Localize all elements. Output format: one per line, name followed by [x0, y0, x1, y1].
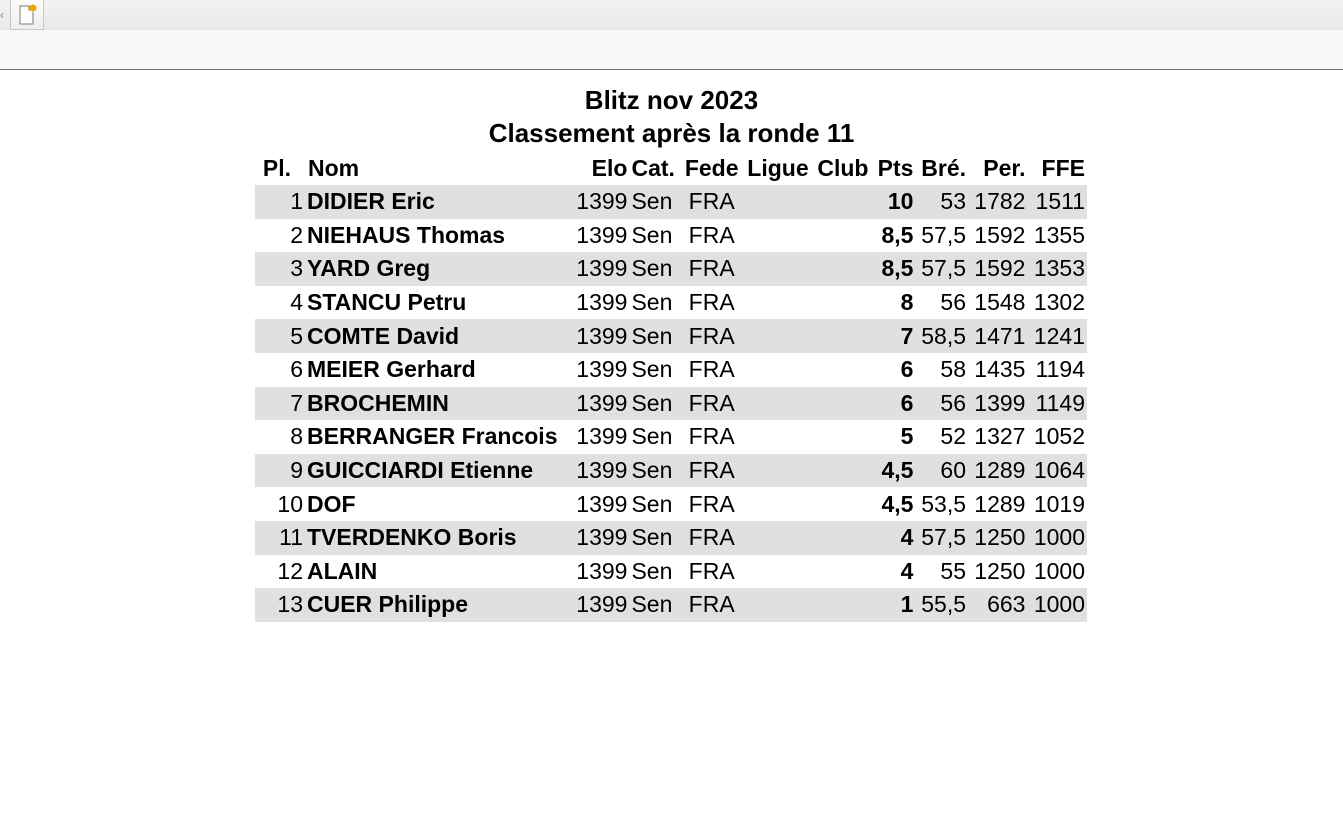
cell-fede: FRA: [688, 221, 735, 248]
new-document-icon: [18, 4, 38, 26]
cell-pts: 8: [900, 289, 914, 316]
cell-elo: 1399: [570, 252, 629, 286]
cell-ffe: 1149: [1027, 387, 1087, 421]
browser-tab-bar: [0, 0, 1343, 30]
cell-bre: 55,5: [915, 588, 968, 622]
cell-bre: 60: [915, 454, 968, 488]
cell-fede: FRA: [681, 387, 743, 421]
cell-nom: DOF: [307, 490, 356, 517]
cell-pl: 7: [255, 387, 305, 421]
browser-tab[interactable]: [10, 0, 44, 30]
cell-pl: 11: [255, 521, 305, 555]
cell-per: 1289: [968, 454, 1027, 488]
cell-ffe: 1052: [1033, 423, 1085, 450]
cell-club: [813, 319, 872, 353]
cell-pl: 10: [277, 490, 303, 517]
cell-bre: 55: [940, 557, 967, 584]
cell-bre: 52: [940, 423, 967, 450]
cell-cat: Sen: [631, 423, 673, 450]
cell-fede: FRA: [681, 454, 743, 488]
cell-ligue: [743, 286, 813, 320]
cell-ligue: [743, 219, 813, 253]
cell-per: 1592: [968, 252, 1027, 286]
cell-per: 1782: [968, 185, 1027, 219]
cell-pts: 4,5: [881, 490, 914, 517]
cell-pl: 13: [255, 588, 305, 622]
cell-elo: 1399: [570, 319, 629, 353]
cell-cat: Sen: [629, 521, 680, 555]
cell-cat: Sen: [629, 588, 680, 622]
cell-club: [813, 185, 872, 219]
cell-ligue: [743, 555, 813, 589]
table-row: [255, 454, 1087, 488]
header-pts: Pts: [877, 155, 914, 181]
cell-ffe: 1000: [1033, 557, 1085, 584]
cell-bre: 57,5: [915, 521, 968, 555]
cell-ffe: 1019: [1033, 490, 1085, 517]
cell-pts: 7: [873, 319, 916, 353]
cell-fede: FRA: [688, 423, 735, 450]
cell-fede: FRA: [681, 521, 743, 555]
cell-club: [813, 219, 872, 253]
cell-ffe: 1000: [1027, 521, 1087, 555]
cell-fede: FRA: [681, 319, 743, 353]
cell-ligue: [743, 387, 813, 421]
table-row: [255, 521, 1087, 555]
cell-fede: FRA: [681, 185, 743, 219]
standings-body: [255, 185, 1087, 622]
cell-pts: 6: [900, 356, 914, 383]
cell-ligue: [743, 252, 813, 286]
cell-per: 1548: [974, 289, 1026, 316]
cell-ligue: [743, 588, 813, 622]
table-row: [255, 319, 1087, 353]
cell-fede: FRA: [681, 588, 743, 622]
cell-per: 1592: [974, 221, 1026, 248]
cell-club: [813, 588, 872, 622]
cell-ffe: 1194: [1035, 356, 1085, 383]
header-nom: Nom: [308, 155, 360, 181]
table-row: [255, 353, 1087, 387]
cell-ligue: [743, 420, 813, 454]
cell-cat: Sen: [629, 185, 680, 219]
cell-club: [813, 521, 872, 555]
table-row: [255, 252, 1087, 286]
cell-nom: CUER Philippe: [305, 588, 570, 622]
cell-ligue: [743, 454, 813, 488]
cell-fede: FRA: [681, 252, 743, 286]
header-club: Club: [817, 155, 869, 181]
cell-pts: 8,5: [873, 252, 916, 286]
cell-per: 1327: [974, 423, 1026, 450]
cell-per: 1250: [974, 557, 1026, 584]
cell-nom: MEIER Gerhard: [307, 356, 476, 383]
table-row: [255, 487, 1087, 521]
cell-cat: Sen: [629, 454, 680, 488]
cell-bre: 56: [940, 289, 967, 316]
cell-per: 663: [968, 588, 1027, 622]
header-bre: Bré.: [921, 155, 967, 181]
cell-ffe: 1064: [1027, 454, 1087, 488]
cell-elo: 1399: [576, 356, 628, 383]
browser-toolbar: [0, 30, 1343, 70]
cell-pts: 4,5: [873, 454, 916, 488]
header-pl: Pl.: [262, 155, 291, 181]
page-content: [0, 70, 1343, 839]
cell-fede: FRA: [688, 557, 735, 584]
cell-nom: TVERDENKO Boris: [305, 521, 570, 555]
cell-pl: 4: [290, 289, 303, 316]
cell-club: [813, 252, 872, 286]
table-row: [255, 286, 1087, 320]
cell-elo: 1399: [570, 588, 629, 622]
cell-elo: 1399: [570, 521, 629, 555]
cell-nom: NIEHAUS Thomas: [307, 221, 506, 248]
cell-pts: 4: [873, 521, 916, 555]
table-row: [255, 387, 1087, 421]
cell-nom: YARD Greg: [305, 252, 570, 286]
header-ffe: FFE: [1041, 155, 1085, 181]
cell-ffe: 1000: [1027, 588, 1087, 622]
cell-cat: Sen: [631, 557, 673, 584]
cell-nom: BERRANGER Francois: [307, 423, 558, 450]
cell-bre: 56: [915, 387, 968, 421]
cell-ligue: [743, 185, 813, 219]
cell-per: 1435: [974, 356, 1026, 383]
cell-cat: Sen: [631, 490, 673, 517]
cell-elo: 1399: [570, 454, 629, 488]
cell-cat: Sen: [631, 356, 673, 383]
cell-pts: 4: [900, 557, 914, 584]
cell-pl: 3: [255, 252, 305, 286]
cell-ffe: 1353: [1027, 252, 1087, 286]
tab-scroll-left-icon[interactable]: ‹: [0, 8, 4, 22]
cell-cat: Sen: [629, 252, 680, 286]
cell-club: [813, 454, 872, 488]
table-row: [255, 588, 1087, 622]
cell-pl: 12: [277, 557, 303, 584]
cell-cat: Sen: [629, 319, 680, 353]
cell-club: [813, 420, 872, 454]
table-row: [255, 219, 1087, 253]
header-per: Per.: [983, 155, 1026, 181]
header-cat: Cat.: [631, 155, 675, 181]
cell-bre: 57,5: [921, 221, 967, 248]
cell-bre: 58,5: [915, 319, 968, 353]
cell-bre: 57,5: [915, 252, 968, 286]
cell-ffe: 1355: [1033, 221, 1085, 248]
cell-pl: 8: [290, 423, 303, 450]
cell-pts: 8,5: [881, 221, 914, 248]
cell-club: [813, 286, 872, 320]
cell-nom: STANCU Petru: [307, 289, 467, 316]
table-row: [255, 420, 1087, 454]
header-ligue: Ligue: [747, 155, 809, 181]
cell-ligue: [743, 487, 813, 521]
cell-elo: 1399: [576, 289, 628, 316]
cell-pts: 10: [873, 185, 916, 219]
cell-club: [813, 487, 872, 521]
cell-per: 1250: [968, 521, 1027, 555]
cell-pl: 9: [255, 454, 305, 488]
cell-elo: 1399: [576, 557, 628, 584]
cell-fede: FRA: [688, 356, 735, 383]
cell-per: 1471: [968, 319, 1027, 353]
cell-nom: BROCHEMIN: [305, 387, 570, 421]
header-elo: Elo: [591, 155, 628, 181]
cell-nom: GUICCIARDI Etienne: [305, 454, 570, 488]
cell-pl: 5: [255, 319, 305, 353]
cell-ligue: [743, 521, 813, 555]
cell-per: 1289: [974, 490, 1026, 517]
cell-nom: DIDIER Eric: [305, 185, 570, 219]
cell-cat: Sen: [631, 289, 673, 316]
cell-club: [813, 353, 872, 387]
cell-pts: 5: [900, 423, 914, 450]
cell-ffe: 1302: [1033, 289, 1085, 316]
cell-ligue: [743, 353, 813, 387]
cell-club: [813, 387, 872, 421]
table-row: [255, 185, 1087, 219]
cell-elo: 1399: [576, 423, 628, 450]
standings-table: [255, 152, 1087, 622]
cell-pts: 1: [873, 588, 916, 622]
cell-club: [813, 555, 872, 589]
cell-fede: FRA: [688, 490, 735, 517]
cell-cat: Sen: [629, 387, 680, 421]
cell-nom: COMTE David: [305, 319, 570, 353]
cell-pts: 6: [873, 387, 916, 421]
cell-ffe: 1241: [1027, 319, 1087, 353]
cell-elo: 1399: [570, 185, 629, 219]
cell-ligue: [743, 319, 813, 353]
cell-bre: 53: [915, 185, 968, 219]
cell-pl: 6: [290, 356, 303, 383]
table-header-row: [255, 152, 1087, 185]
cell-elo: 1399: [576, 221, 628, 248]
cell-pl: 1: [255, 185, 305, 219]
cell-bre: 53,5: [921, 490, 967, 517]
page-title: Blitz nov 2023: [584, 85, 759, 115]
cell-cat: Sen: [631, 221, 673, 248]
cell-elo: 1399: [570, 387, 629, 421]
cell-per: 1399: [968, 387, 1027, 421]
cell-bre: 58: [940, 356, 967, 383]
cell-fede: FRA: [688, 289, 735, 316]
cell-pl: 2: [290, 221, 303, 248]
cell-elo: 1399: [576, 490, 628, 517]
page-subtitle: Classement après la ronde 11: [488, 118, 855, 148]
cell-ffe: 1511: [1027, 185, 1087, 219]
header-fede: Fede: [684, 155, 739, 181]
cell-nom: ALAIN: [307, 557, 378, 584]
table-row: [255, 555, 1087, 589]
